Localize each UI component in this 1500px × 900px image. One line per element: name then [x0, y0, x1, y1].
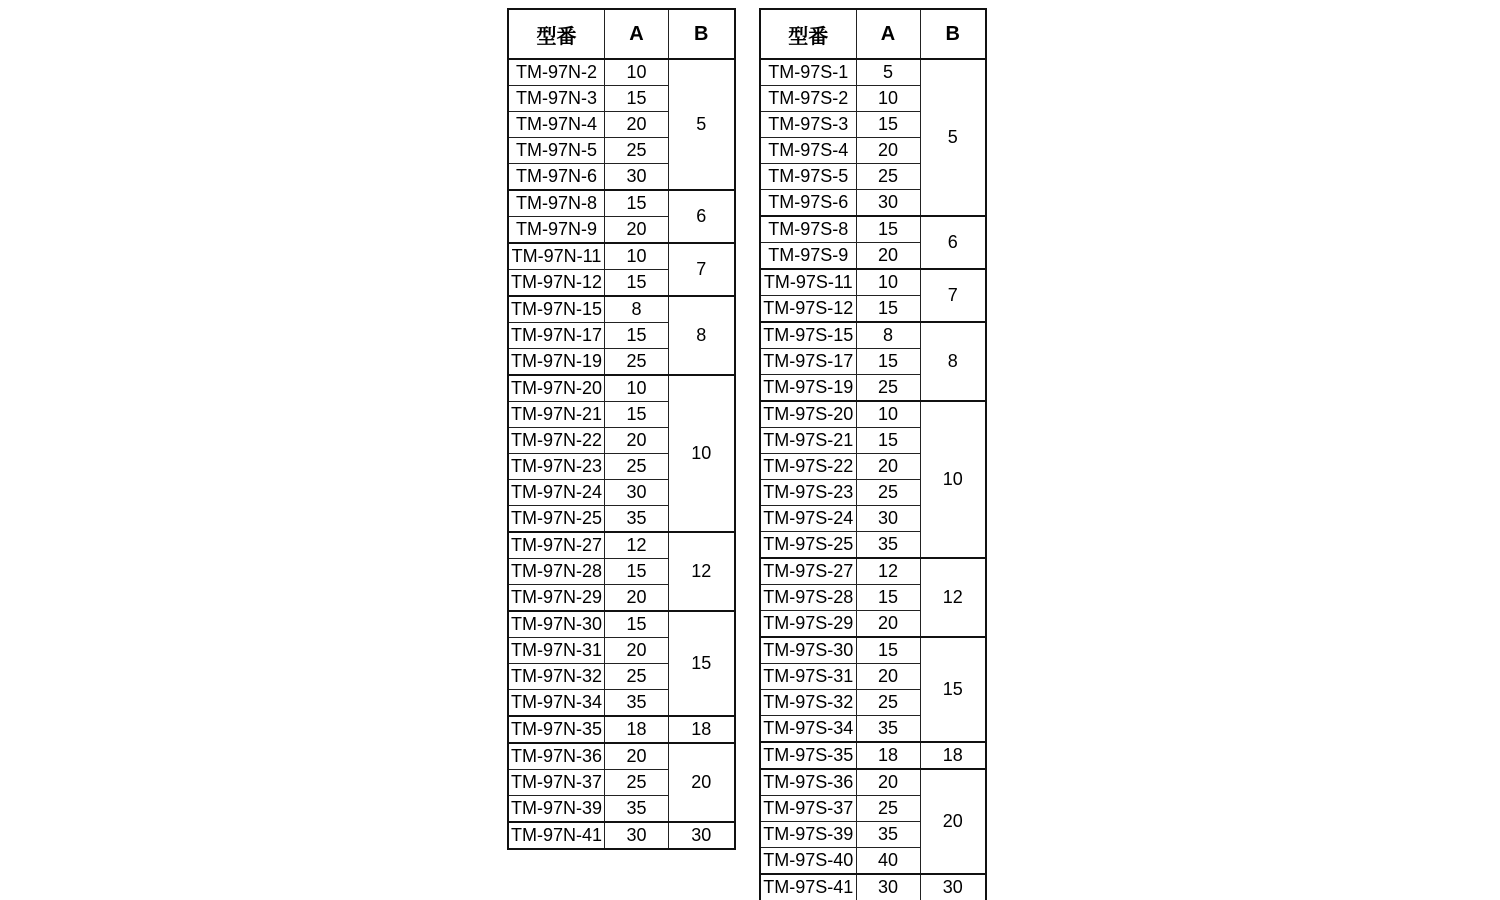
model-number-cell: TM-97S-8: [760, 216, 856, 243]
model-number-cell: TM-97S-5: [760, 164, 856, 190]
dimension-a-cell: 30: [856, 874, 920, 900]
dimension-a-cell: 20: [856, 769, 920, 796]
dimension-a-cell: 8: [856, 322, 920, 349]
dimension-b-cell: 6: [669, 190, 735, 243]
model-number-cell: TM-97N-11: [508, 243, 605, 270]
column-header-b: B: [920, 9, 986, 59]
model-number-cell: TM-97S-24: [760, 506, 856, 532]
dimension-a-cell: 35: [856, 716, 920, 743]
dimension-a-cell: 25: [605, 349, 669, 376]
dimension-a-cell: 20: [856, 454, 920, 480]
model-number-cell: TM-97N-12: [508, 270, 605, 297]
dimension-b-cell: 5: [920, 59, 986, 216]
model-number-cell: TM-97S-39: [760, 822, 856, 848]
model-number-cell: TM-97N-30: [508, 611, 605, 638]
dimension-b-cell: 30: [920, 874, 986, 900]
dimension-a-cell: 18: [856, 742, 920, 769]
model-number-cell: TM-97N-20: [508, 375, 605, 402]
model-number-cell: TM-97S-31: [760, 664, 856, 690]
model-number-cell: TM-97N-35: [508, 716, 605, 743]
model-number-cell: TM-97N-31: [508, 638, 605, 664]
dimension-a-cell: 25: [856, 164, 920, 190]
model-number-cell: TM-97N-23: [508, 454, 605, 480]
dimension-a-cell: 15: [605, 86, 669, 112]
dimension-a-cell: 35: [605, 506, 669, 533]
header-row: [760, 9, 986, 59]
dimension-a-cell: 35: [856, 532, 920, 559]
model-number-cell: TM-97N-32: [508, 664, 605, 690]
dimension-a-cell: 35: [856, 822, 920, 848]
model-number-cell: TM-97N-29: [508, 585, 605, 612]
model-number-cell: TM-97N-4: [508, 112, 605, 138]
dimension-a-cell: 20: [605, 217, 669, 244]
table-row: [760, 742, 986, 769]
dimension-b-cell: 7: [669, 243, 735, 296]
dimension-a-cell: 8: [605, 296, 669, 323]
spec-table-tm97s: [759, 8, 987, 900]
dimension-a-cell: 10: [856, 269, 920, 296]
model-number-cell: TM-97S-32: [760, 690, 856, 716]
model-number-cell: TM-97N-28: [508, 559, 605, 585]
dimension-a-cell: 30: [605, 480, 669, 506]
dimension-a-cell: 18: [605, 716, 669, 743]
model-number-cell: TM-97N-5: [508, 138, 605, 164]
model-number-cell: TM-97N-22: [508, 428, 605, 454]
model-number-cell: TM-97S-4: [760, 138, 856, 164]
table-row: [508, 59, 735, 86]
model-number-cell: TM-97S-23: [760, 480, 856, 506]
model-number-cell: TM-97S-3: [760, 112, 856, 138]
table-row: [508, 716, 735, 743]
dimension-a-cell: 12: [605, 532, 669, 559]
model-number-cell: TM-97S-29: [760, 611, 856, 638]
dimension-b-cell: 10: [669, 375, 735, 532]
table-row: [760, 59, 986, 86]
table-row: [508, 611, 735, 638]
model-number-cell: TM-97S-30: [760, 637, 856, 664]
model-number-cell: TM-97N-34: [508, 690, 605, 717]
dimension-a-cell: 20: [856, 611, 920, 638]
dimension-a-cell: 20: [605, 638, 669, 664]
table-row: [508, 243, 735, 270]
model-number-cell: TM-97S-2: [760, 86, 856, 112]
dimension-a-cell: 10: [856, 86, 920, 112]
dimension-a-cell: 25: [605, 770, 669, 796]
model-number-cell: TM-97S-17: [760, 349, 856, 375]
model-number-cell: TM-97S-19: [760, 375, 856, 402]
model-number-cell: TM-97N-25: [508, 506, 605, 533]
dimension-b-cell: 20: [920, 769, 986, 874]
dimension-a-cell: 15: [856, 112, 920, 138]
model-number-cell: TM-97S-37: [760, 796, 856, 822]
model-number-cell: TM-97N-36: [508, 743, 605, 770]
dimension-b-cell: 5: [669, 59, 735, 190]
model-number-cell: TM-97S-21: [760, 428, 856, 454]
model-number-cell: TM-97N-17: [508, 323, 605, 349]
model-number-cell: TM-97S-15: [760, 322, 856, 349]
dimension-a-cell: 20: [605, 428, 669, 454]
dimension-a-cell: 15: [605, 323, 669, 349]
model-number-cell: TM-97S-40: [760, 848, 856, 875]
dimension-a-cell: 20: [605, 112, 669, 138]
table-row: [508, 532, 735, 559]
dimension-a-cell: 15: [605, 270, 669, 297]
dimension-a-cell: 15: [856, 296, 920, 323]
model-number-cell: TM-97S-9: [760, 243, 856, 270]
dimension-a-cell: 30: [856, 506, 920, 532]
dimension-a-cell: 20: [605, 585, 669, 612]
dimension-b-cell: 10: [920, 401, 986, 558]
table-row: [508, 190, 735, 217]
table-row: [760, 216, 986, 243]
dimension-b-cell: 15: [669, 611, 735, 716]
dimension-a-cell: 15: [856, 637, 920, 664]
table-row: [508, 743, 735, 770]
dimension-b-cell: 15: [920, 637, 986, 742]
dimension-b-cell: 30: [669, 822, 735, 849]
model-number-cell: TM-97S-12: [760, 296, 856, 323]
table-row: [760, 874, 986, 900]
dimension-b-cell: 7: [920, 269, 986, 322]
column-header-a: A: [856, 9, 920, 59]
dimension-a-cell: 10: [605, 59, 669, 86]
dimension-b-cell: 8: [920, 322, 986, 401]
table-row: [760, 558, 986, 585]
table-row: [508, 296, 735, 323]
dimension-a-cell: 30: [605, 822, 669, 849]
table-row: [760, 322, 986, 349]
model-number-cell: TM-97N-41: [508, 822, 605, 849]
column-header-model: 型番: [760, 9, 856, 59]
dimension-a-cell: 10: [856, 401, 920, 428]
dimension-a-cell: 15: [605, 611, 669, 638]
model-number-cell: TM-97S-25: [760, 532, 856, 559]
model-number-cell: TM-97N-2: [508, 59, 605, 86]
dimension-a-cell: 35: [605, 796, 669, 823]
dimension-b-cell: 12: [669, 532, 735, 611]
model-number-cell: TM-97N-27: [508, 532, 605, 559]
dimension-a-cell: 20: [605, 743, 669, 770]
model-number-cell: TM-97S-36: [760, 769, 856, 796]
model-number-cell: TM-97S-20: [760, 401, 856, 428]
dimension-a-cell: 5: [856, 59, 920, 86]
dimension-b-cell: 18: [920, 742, 986, 769]
dimension-a-cell: 35: [605, 690, 669, 717]
dimension-a-cell: 20: [856, 243, 920, 270]
dimension-a-cell: 15: [856, 349, 920, 375]
dimension-a-cell: 25: [856, 690, 920, 716]
dimension-a-cell: 30: [856, 190, 920, 217]
header-row: [508, 9, 735, 59]
dimension-a-cell: 15: [605, 402, 669, 428]
table-row: [760, 637, 986, 664]
model-number-cell: TM-97S-28: [760, 585, 856, 611]
dimension-a-cell: 40: [856, 848, 920, 875]
table-row: [508, 822, 735, 849]
dimension-a-cell: 25: [605, 664, 669, 690]
dimension-b-cell: 6: [920, 216, 986, 269]
table-row: [760, 769, 986, 796]
dimension-a-cell: 30: [605, 164, 669, 191]
model-number-cell: TM-97N-3: [508, 86, 605, 112]
model-number-cell: TM-97N-19: [508, 349, 605, 376]
model-number-cell: TM-97S-1: [760, 59, 856, 86]
dimension-a-cell: 25: [856, 375, 920, 402]
model-number-cell: TM-97N-15: [508, 296, 605, 323]
model-number-cell: TM-97N-39: [508, 796, 605, 823]
model-number-cell: TM-97S-34: [760, 716, 856, 743]
model-number-cell: TM-97N-21: [508, 402, 605, 428]
dimension-a-cell: 15: [605, 559, 669, 585]
dimension-a-cell: 10: [605, 375, 669, 402]
dimension-a-cell: 20: [856, 664, 920, 690]
dimension-a-cell: 10: [605, 243, 669, 270]
model-number-cell: TM-97N-37: [508, 770, 605, 796]
model-number-cell: TM-97S-35: [760, 742, 856, 769]
dimension-b-cell: 12: [920, 558, 986, 637]
dimension-a-cell: 25: [856, 796, 920, 822]
model-number-cell: TM-97S-11: [760, 269, 856, 296]
model-number-cell: TM-97N-9: [508, 217, 605, 244]
dimension-b-cell: 20: [669, 743, 735, 822]
dimension-b-cell: 8: [669, 296, 735, 375]
model-number-cell: TM-97S-6: [760, 190, 856, 217]
dimension-a-cell: 25: [605, 138, 669, 164]
dimension-a-cell: 25: [856, 480, 920, 506]
spec-table-tm97n: [507, 8, 736, 850]
dimension-a-cell: 15: [856, 216, 920, 243]
model-number-cell: TM-97S-22: [760, 454, 856, 480]
dimension-b-cell: 18: [669, 716, 735, 743]
dimension-a-cell: 12: [856, 558, 920, 585]
dimension-a-cell: 20: [856, 138, 920, 164]
dimension-a-cell: 25: [605, 454, 669, 480]
column-header-b: B: [669, 9, 735, 59]
table-row: [760, 269, 986, 296]
model-number-cell: TM-97N-8: [508, 190, 605, 217]
dimension-a-cell: 15: [605, 190, 669, 217]
dimension-a-cell: 15: [856, 428, 920, 454]
table-row: [760, 401, 986, 428]
model-number-cell: TM-97N-6: [508, 164, 605, 191]
table-row: [508, 375, 735, 402]
model-number-cell: TM-97N-24: [508, 480, 605, 506]
model-number-cell: TM-97S-41: [760, 874, 856, 900]
model-number-cell: TM-97S-27: [760, 558, 856, 585]
column-header-model: 型番: [508, 9, 605, 59]
dimension-a-cell: 15: [856, 585, 920, 611]
column-header-a: A: [605, 9, 669, 59]
